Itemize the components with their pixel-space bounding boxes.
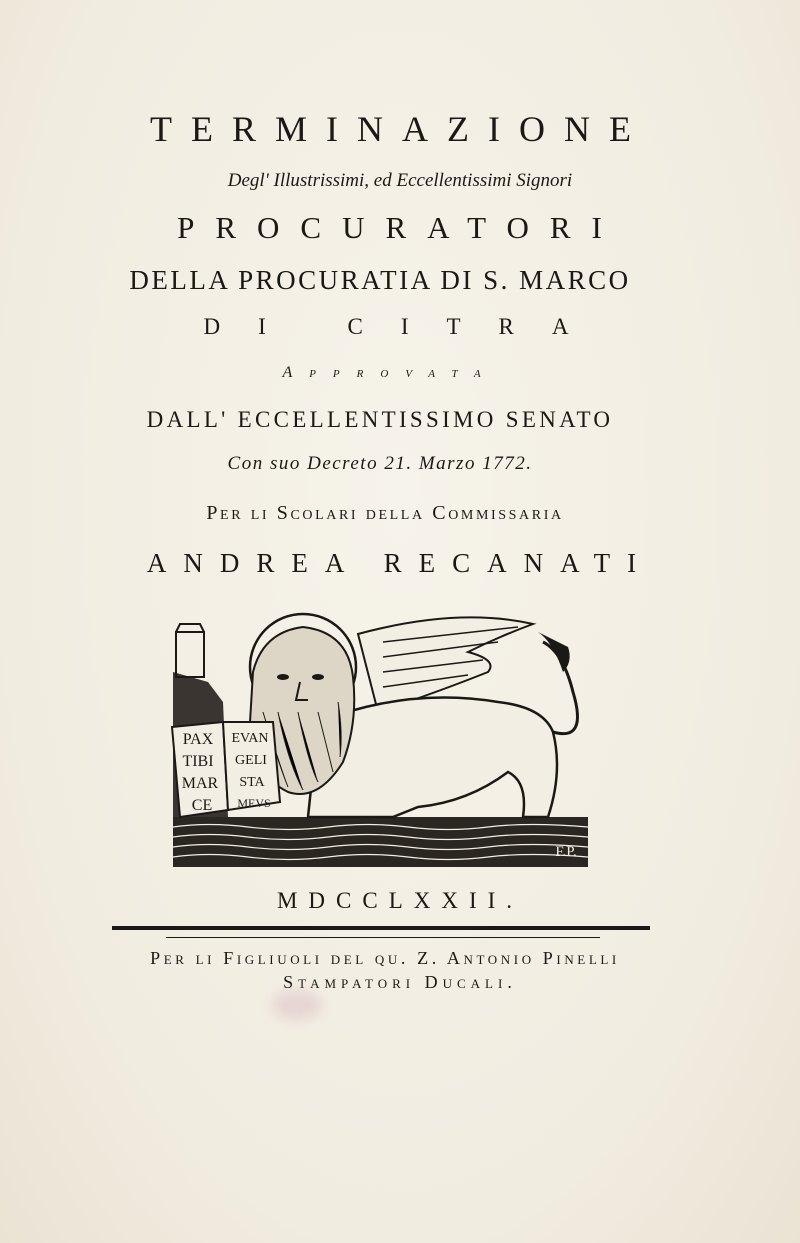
thin-rule (166, 937, 600, 938)
book-text-right-4: MEVS (237, 796, 271, 810)
senato-heading: DALL' ECCELLENTISSIMO SENATO (146, 407, 614, 432)
lion-of-st-mark-woodcut (168, 612, 593, 870)
book-text-left-4: CE (191, 797, 213, 814)
book-text-left-2: TIBI (182, 753, 214, 770)
book-text-left-3: MAR (181, 775, 219, 792)
title: TERMINAZIONE (150, 109, 650, 149)
procuratia-heading: DELLA PROCURATIA DI S. MARCO (129, 265, 631, 295)
thick-rule (112, 926, 650, 930)
book-text-right-1: EVAN (231, 731, 269, 746)
di-citra-heading: DI CITRA (203, 314, 607, 339)
scolari-text: Per li Scolari della Commissaria (206, 502, 564, 524)
recanati-heading: ANDREA RECANATI (146, 548, 654, 578)
book-text-left-1: PAX (182, 731, 214, 748)
imprint-line-1: Per li Figliuoli del qu. Z. Antonio Pinelli (150, 948, 620, 968)
book-text-right-3: STA (239, 775, 265, 790)
paper-stain (272, 990, 322, 1020)
subtitle-italic: Degl' Illustrissimi, ed Eccellentissimi Signori (227, 170, 573, 191)
approvata-text: Approvata (282, 364, 498, 381)
procuratori-heading: PROCURATORI (177, 210, 623, 245)
decreto-text: Con suo Decreto 21. Marzo 1772. (227, 453, 533, 474)
book-text-right-2: GELI (235, 753, 267, 768)
woodcut-monogram: F.P. (555, 844, 577, 860)
publication-year: MDCCLXXII. (276, 888, 524, 913)
imprint-line-2: Stampatori Ducali. (283, 972, 517, 992)
